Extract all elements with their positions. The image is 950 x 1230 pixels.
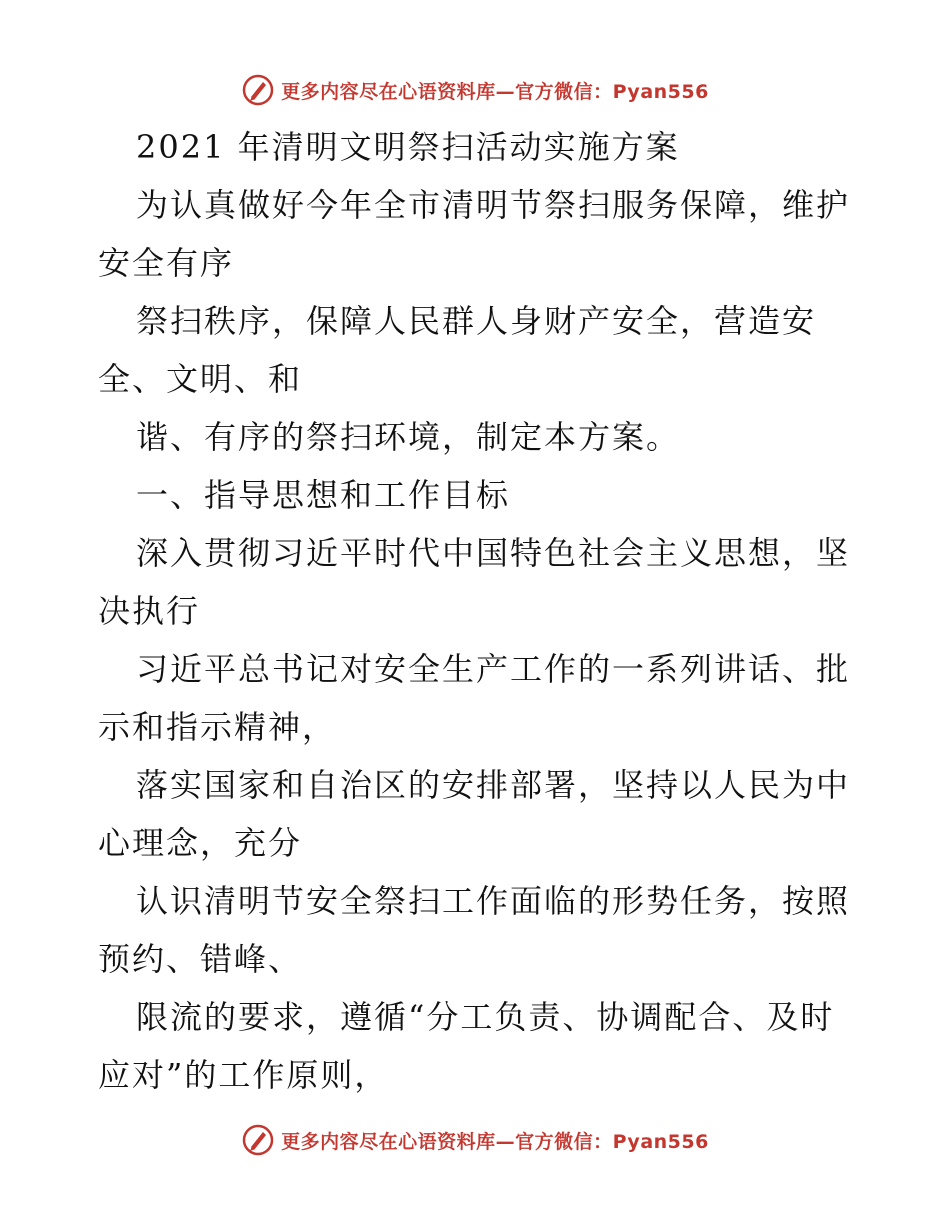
paragraph-line: 限流的要求，遵循“分工负责、协调配合、及时	[136, 998, 835, 1036]
paragraph-line: 为认真做好今年全市清明节祭扫服务保障，维护	[136, 186, 851, 224]
paragraph-line: 习近平总书记对安全生产工作的一系列讲话、批	[136, 650, 851, 688]
paragraph-line: 祭扫秩序，保障人民群人身财产安全，营造安	[136, 302, 817, 340]
paragraph-line: 安全有序	[98, 244, 235, 282]
paragraph-line: 深入贯彻习近平时代中国特色社会主义思想，坚	[136, 534, 851, 572]
paragraph-line: 落实国家和自治区的安排部署，坚持以人民为中	[136, 766, 851, 804]
watermark-banner-top	[0, 70, 950, 110]
section-heading: 一、指导思想和工作目标	[136, 476, 511, 514]
watermark-banner-bottom	[0, 1120, 950, 1160]
paragraph-line: 谐、有序的祭扫环境，制定本方案。	[136, 418, 681, 456]
paragraph-line: 认识清明节安全祭扫工作面临的形势任务，按照	[136, 882, 851, 920]
pen-nib-logo-icon	[241, 1123, 275, 1157]
paragraph-line: 示和指示精神，	[98, 708, 337, 746]
paragraph-line: 决执行	[98, 592, 201, 630]
paragraph-line: 心理念，充分	[98, 824, 303, 862]
paragraph-line: 应对”的工作原则，	[98, 1056, 389, 1094]
paragraph-line: 全、文明、和	[98, 360, 303, 398]
paragraph-line: 预约、错峰、	[98, 940, 303, 978]
document-body	[98, 118, 858, 1104]
watermark-text: 更多内容尽在心语资料库—官方微信：Pyan556	[281, 1130, 709, 1153]
pen-nib-logo-icon	[241, 73, 275, 107]
watermark-text: 更多内容尽在心语资料库—官方微信：Pyan556	[281, 80, 709, 103]
document-title: 2021 年清明文明祭扫活动实施方案	[136, 128, 680, 166]
